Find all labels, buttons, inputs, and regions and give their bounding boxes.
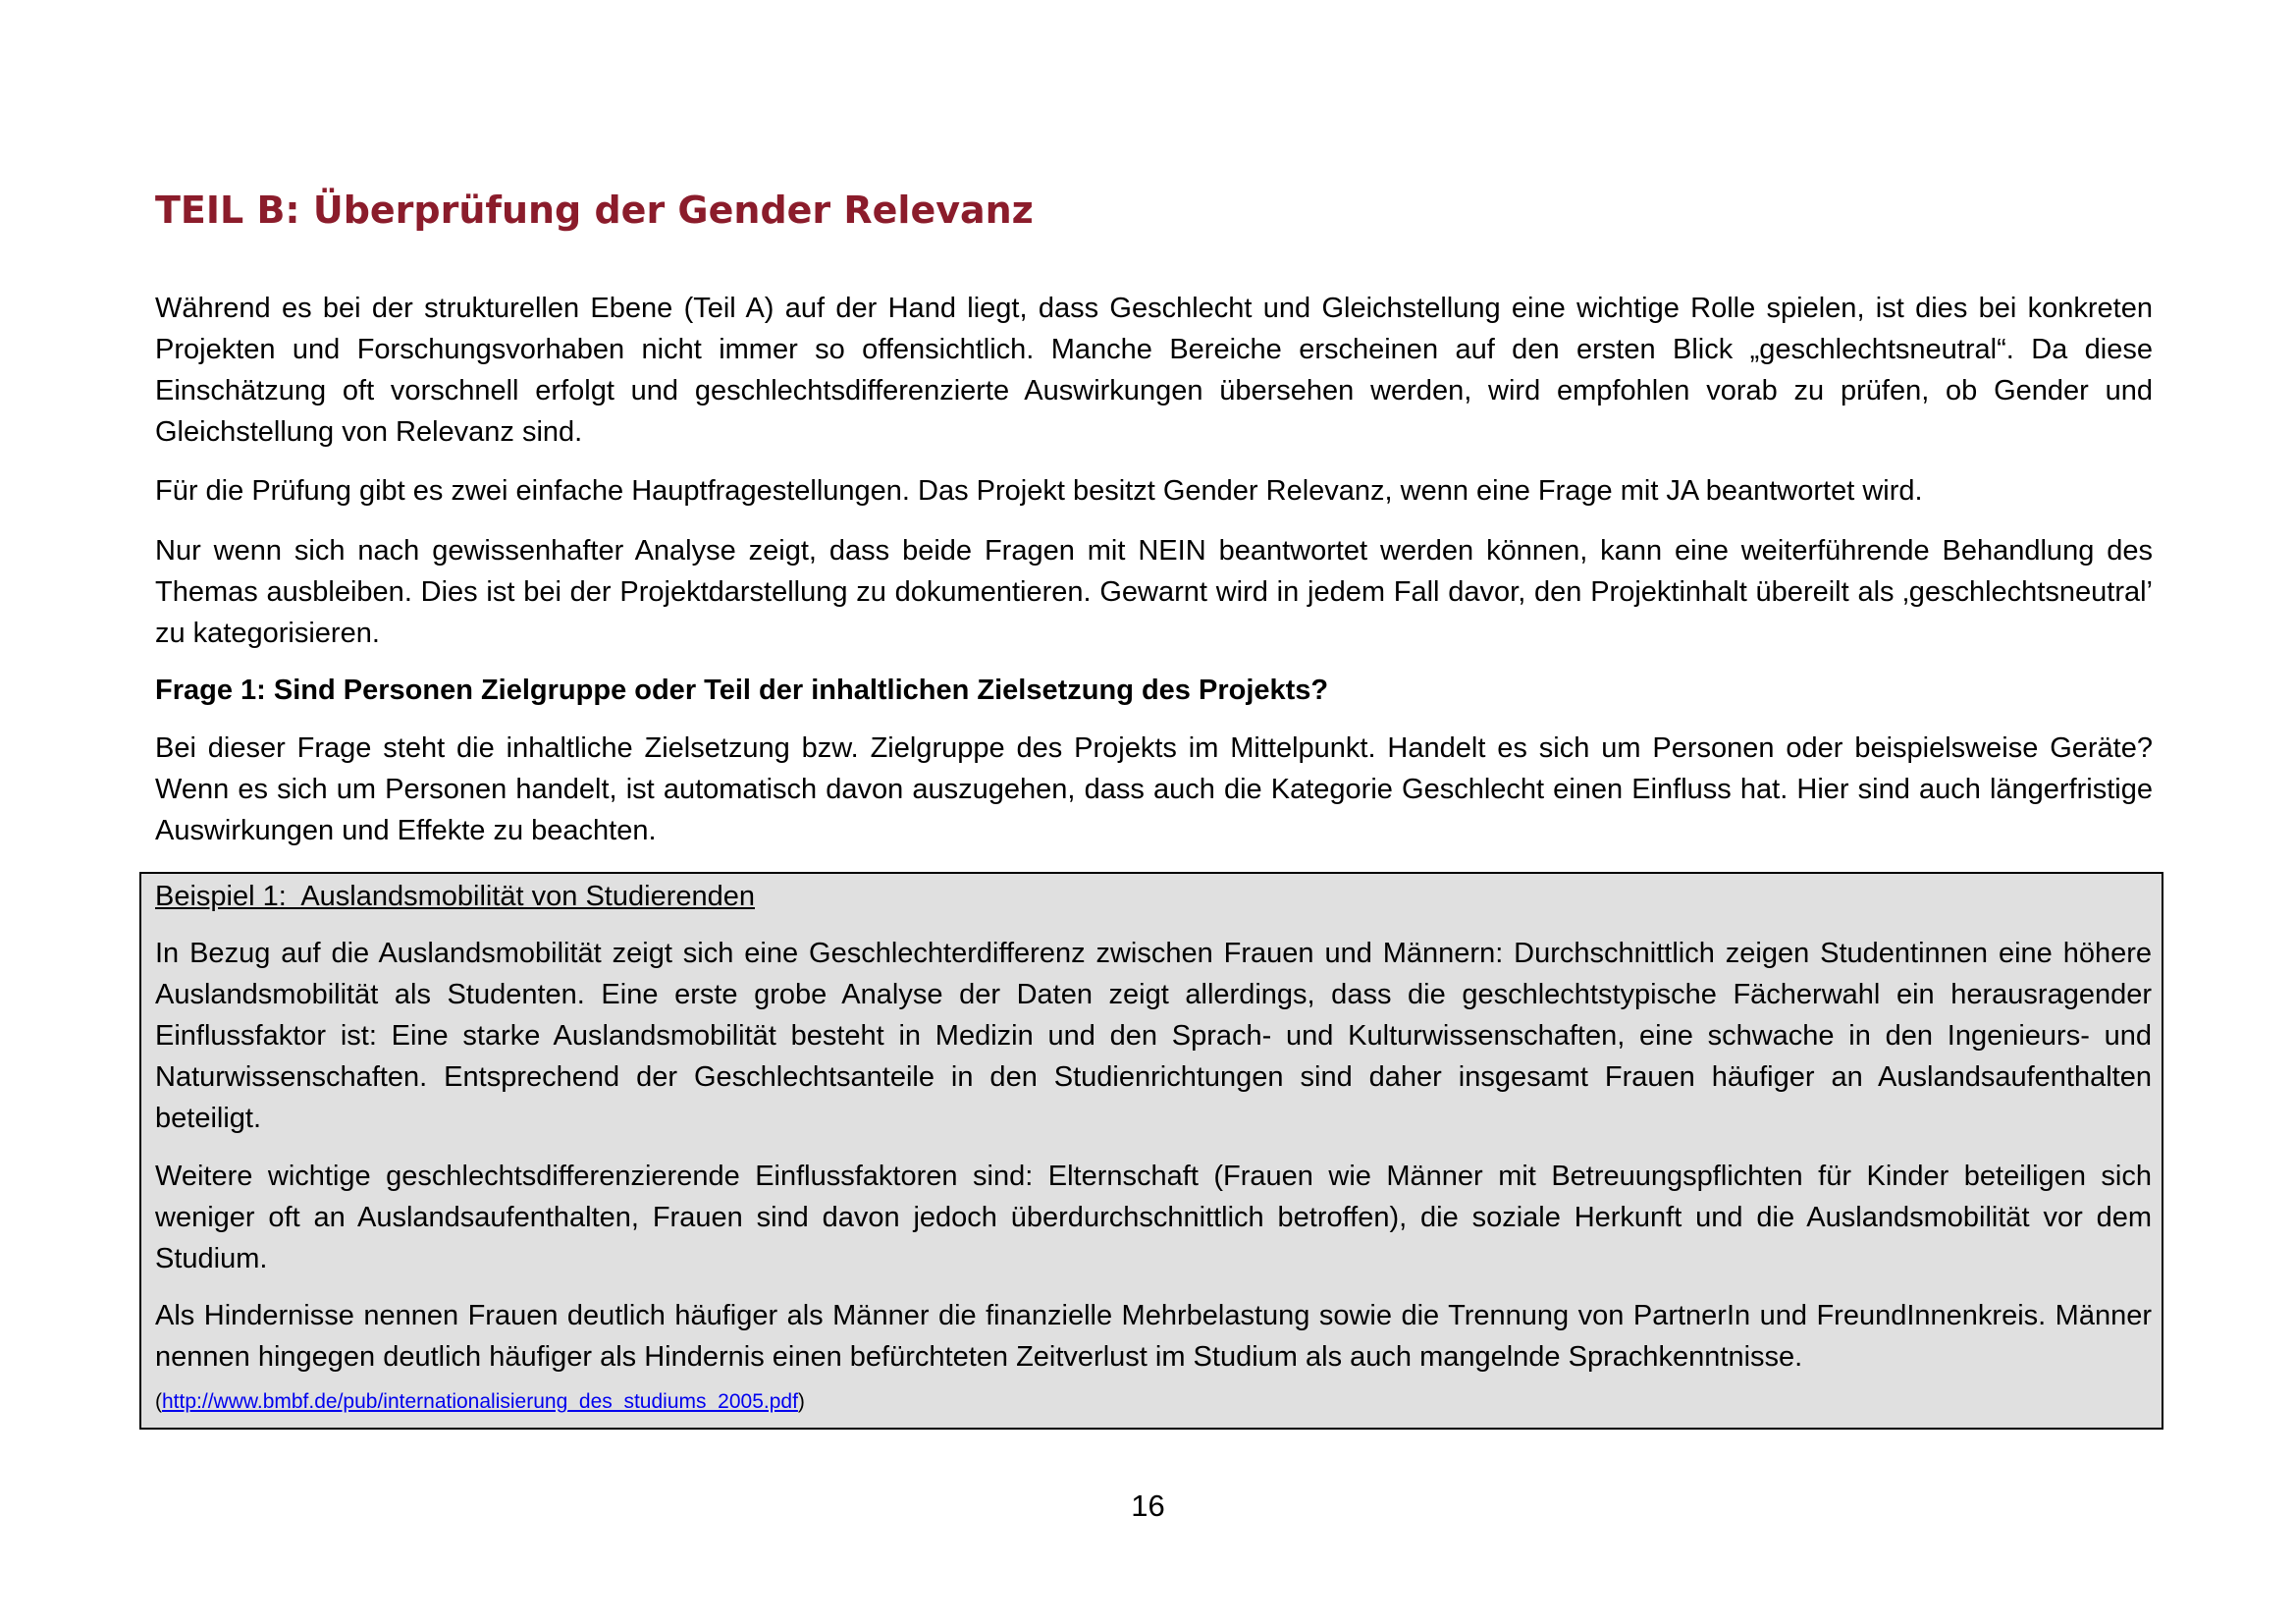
page-number: 16 bbox=[1131, 1488, 1165, 1523]
source-paren-close: ) bbox=[797, 1390, 805, 1413]
example-paragraph-1: In Bezug auf die Auslandsmobilität zeigt sich eine Geschlechterdifferenz zwischen Frauen und Männern: Durchschnittlich zeigen Studentinnen eine höhere Auslandsmobilität als Studenten. Eine erste grobe Analyse der Daten zeigt allerdings, dass die geschlechtstypische Fächerwahl ein herausragender Einflussfaktor ist: Eine starke Auslandsmobilität besteht in Medizin und den Sprach- und Kulturwissenschaften, eine schwache in den Ingenieurs- und Naturwissenschaften. Entsprechend der Geschlechtsanteile in den Studienrichtungen sind daher insgesamt Frauen häufiger an Auslandsaufenthalten beteiligt. bbox=[155, 938, 2152, 1134]
source-paren-open: ( bbox=[155, 1390, 162, 1413]
main-questions-paragraph: Für die Prüfung gibt es zwei einfache Hauptfragestellungen. Das Projekt besitzt Gender Relevanz, wenn eine Frage mit JA beantwortet wird. bbox=[155, 475, 1923, 507]
question-1-heading: Frage 1: Sind Personen Zielgruppe oder Teil der inhaltlichen Zielsetzung des Projekts? bbox=[155, 675, 1329, 706]
intro-paragraph: Während es bei der strukturellen Ebene (Teil A) auf der Hand liegt, dass Geschlecht und Gleichstellung eine wichtige Rolle spielen, ist dies bei konkreten Projekten und Forschungsvorhaben nicht immer so offensichtlich. Manche Bereiche erscheinen auf den ersten Blick „geschlechtsneutral“. Da diese Einschätzung oft vorschnell erfolgt und geschlechtsdifferenzierte Auswirkungen übersehen werden, wird empfohlen vorab zu prüfen, ob Gender und Gleichstellung von Relevanz sind. bbox=[155, 293, 2153, 448]
warning-paragraph: Nur wenn sich nach gewissenhafter Analyse zeigt, dass beide Fragen mit NEIN beantwortet werden können, kann eine weiterführende Behandlung des Themas ausbleiben. Dies ist bei der Projektdarstellung zu dokumentieren. Gewarnt wird in jedem Fall davor, den Projektinhalt übereilt als ‚geschlechtsneutral’ zu kategorisieren. bbox=[155, 535, 2153, 649]
example-box bbox=[139, 872, 2163, 1430]
example-paragraph-3: Als Hindernisse nennen Frauen deutlich häufiger als Männer die finanzielle Mehrbelastung sowie die Trennung von PartnerIn und FreundInnenkreis. Männer nennen hingegen deutlich häufiger als Hindernis einen befürchteten Zeitverlust im Studium als auch mangelnde Sprachkenntnisse. bbox=[155, 1300, 2152, 1373]
example-paragraph-2: Weitere wichtige geschlechtsdifferenzierende Einflussfaktoren sind: Elternschaft (Frauen wie Männer mit Betreuungspflichten für Kinder beteiligen sich weniger oft an Auslandsaufenthalten, Frauen sind davon jedoch überdurchschnittlich betroffen), die soziale Herkunft und die Auslandsmobilität vor dem Studium. bbox=[155, 1161, 2152, 1274]
page-title: TEIL B: Überprüfung der Gender Relevanz bbox=[155, 189, 1034, 232]
question-1-paragraph: Bei dieser Frage steht die inhaltliche Zielsetzung bzw. Zielgruppe des Projekts im Mittelpunkt. Handelt es sich um Personen oder beispielsweise Geräte? Wenn es sich um Personen handelt, ist automatisch davon auszugehen, dass auch die Kategorie Geschlecht einen Einfluss hat. Hier sind auch längerfristige Auswirkungen und Effekte zu beachten. bbox=[155, 732, 2153, 846]
source-link[interactable]: http://www.bmbf.de/pub/internationalisierung_des_studiums_2005.pdf bbox=[162, 1390, 798, 1413]
example-source bbox=[155, 1389, 805, 1415]
example-title: Beispiel 1: Auslandsmobilität von Studierenden bbox=[155, 881, 755, 912]
